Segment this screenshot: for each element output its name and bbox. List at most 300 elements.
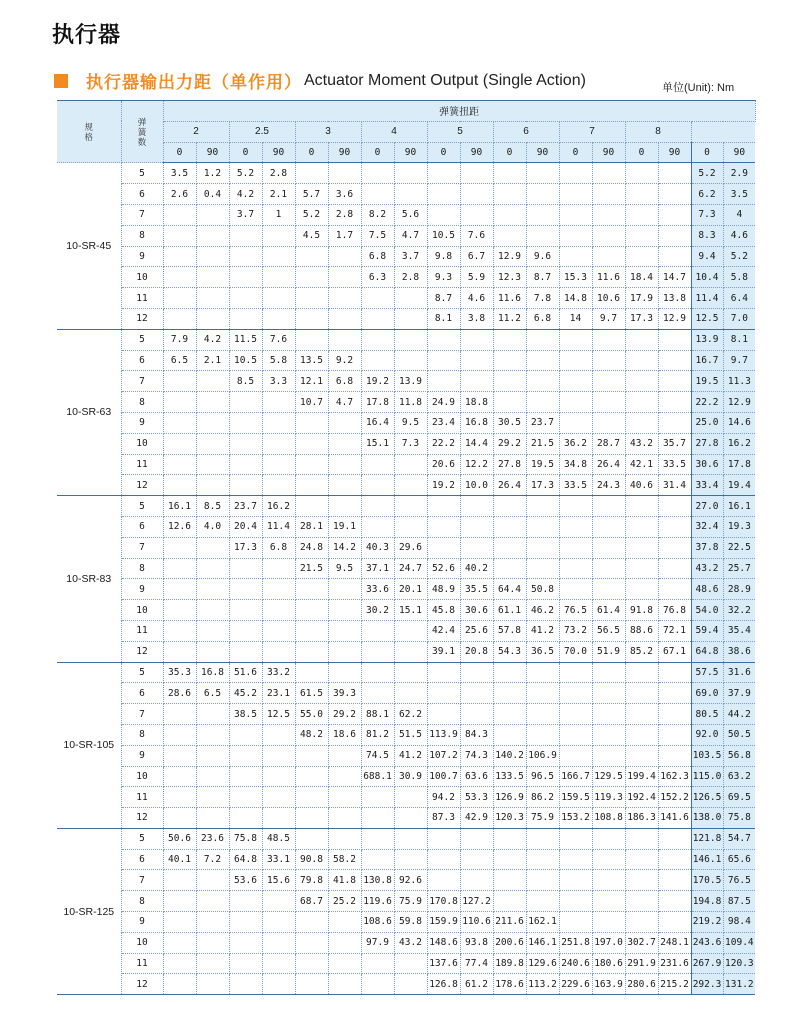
torque-cell [427,849,460,870]
spring-count-cell: 7 [121,537,163,558]
torque-cell: 248.1 [658,932,691,953]
angle-header-0: 0 [427,142,460,163]
table-row [57,412,755,433]
spring-torque-0-cell: 146.1 [691,849,723,870]
torque-cell: 24.3 [592,475,625,496]
torque-cell [229,246,262,267]
torque-cell [361,496,394,517]
torque-cell [295,454,328,475]
torque-cell: 29.2 [493,433,526,454]
torque-cell [262,641,295,662]
spring-torque-90-cell: 44.2 [723,704,755,725]
torque-cell [163,579,196,600]
angle-header-90: 90 [460,142,493,163]
torque-cell [196,392,229,413]
torque-cell [493,724,526,745]
torque-cell [163,745,196,766]
torque-cell [625,163,658,184]
torque-cell [262,745,295,766]
torque-cell [295,475,328,496]
torque-cell: 34.8 [559,454,592,475]
model-label: 10-SR-125 [57,828,121,994]
torque-cell: 6.5 [163,350,196,371]
pressure-header: 5 [427,121,493,142]
torque-cell [196,454,229,475]
torque-cell [493,849,526,870]
torque-cell [163,974,196,995]
table-row [57,163,755,184]
torque-cell: 97.9 [361,932,394,953]
torque-cell: 10.5 [427,225,460,246]
torque-cell: 4.7 [394,225,427,246]
spring-count-cell: 11 [121,620,163,641]
torque-cell: 25.6 [460,620,493,641]
section-header [54,68,586,93]
torque-cell [229,745,262,766]
table-row [57,891,755,912]
torque-cell [196,225,229,246]
torque-cell: 92.6 [394,870,427,891]
torque-cell: 88.1 [361,704,394,725]
torque-cell [295,246,328,267]
torque-cell [427,704,460,725]
torque-cell: 27.8 [493,454,526,475]
spring-torque-90-cell: 54.7 [723,828,755,849]
torque-cell [427,683,460,704]
torque-cell: 40.2 [460,558,493,579]
torque-cell [559,558,592,579]
torque-cell [229,267,262,288]
torque-cell [493,184,526,205]
torque-cell: 5.9 [460,267,493,288]
torque-cell: 3.6 [328,184,361,205]
spring-torque-90-cell: 25.7 [723,558,755,579]
torque-cell [394,953,427,974]
torque-cell: 16.8 [460,412,493,433]
torque-cell: 12.2 [460,454,493,475]
torque-cell: 23.4 [427,412,460,433]
torque-cell [394,662,427,683]
torque-cell [361,475,394,496]
torque-cell [526,350,559,371]
torque-cell [559,849,592,870]
torque-cell [295,329,328,350]
torque-cell [328,454,361,475]
angle-header-90: 90 [526,142,559,163]
torque-cell: 6.8 [262,537,295,558]
table-row [57,558,755,579]
torque-cell [625,516,658,537]
torque-cell [295,974,328,995]
spring-torque-0-cell: 48.6 [691,579,723,600]
model-label: 10-SR-45 [57,163,121,329]
torque-cell [295,163,328,184]
torque-cell [295,267,328,288]
spring-torque-0-cell: 8.3 [691,225,723,246]
torque-cell: 25.2 [328,891,361,912]
torque-cell [625,184,658,205]
torque-cell [592,537,625,558]
torque-cell: 113.2 [526,974,559,995]
torque-cell: 16.8 [196,662,229,683]
spring-count-cell: 7 [121,870,163,891]
spring-count-cell: 11 [121,787,163,808]
torque-cell: 7.5 [361,225,394,246]
torque-cell: 11.2 [493,308,526,329]
torque-cell: 22.2 [427,433,460,454]
torque-cell: 20.1 [394,579,427,600]
torque-cell: 12.5 [262,704,295,725]
torque-cell [526,184,559,205]
torque-cell: 110.6 [460,912,493,933]
spring-torque-0-cell: 12.5 [691,308,723,329]
torque-cell [295,932,328,953]
spring-count-cell: 10 [121,267,163,288]
torque-cell: 4.0 [196,516,229,537]
spring-torque-0-cell: 121.8 [691,828,723,849]
torque-cell: 74.5 [361,745,394,766]
torque-cell [592,662,625,683]
torque-cell [559,204,592,225]
torque-cell [427,184,460,205]
table-row [57,912,755,933]
torque-cell [625,329,658,350]
torque-cell [328,475,361,496]
torque-cell [328,766,361,787]
spring-torque-90-cell: 4.6 [723,225,755,246]
torque-cell [493,662,526,683]
torque-cell: 30.9 [394,766,427,787]
spring-torque-90-cell: 4 [723,204,755,225]
torque-cell [427,870,460,891]
torque-cell: 18.6 [328,724,361,745]
torque-cell [328,953,361,974]
torque-cell: 6.8 [328,371,361,392]
torque-cell [493,558,526,579]
torque-cell [196,787,229,808]
torque-cell: 6.7 [460,246,493,267]
spring-torque-90-cell: 98.4 [723,912,755,933]
moment-output-table [57,100,756,995]
torque-cell [559,516,592,537]
table-row [57,745,755,766]
torque-cell: 2.1 [262,184,295,205]
torque-cell [625,350,658,371]
table-row [57,371,755,392]
spring-count-cell: 12 [121,641,163,662]
torque-cell [658,329,691,350]
torque-cell [328,641,361,662]
torque-cell: 53.3 [460,787,493,808]
torque-cell [361,516,394,537]
torque-cell [658,496,691,517]
torque-cell [625,537,658,558]
torque-cell [328,246,361,267]
torque-cell [196,704,229,725]
torque-cell [592,184,625,205]
torque-cell [658,683,691,704]
torque-cell [361,163,394,184]
torque-cell: 231.6 [658,953,691,974]
torque-cell [262,724,295,745]
section-title-en: Actuator Moment Output (Single Action) [304,71,586,89]
torque-cell [229,579,262,600]
spring-torque-90-cell: 38.6 [723,641,755,662]
torque-cell: 35.7 [658,433,691,454]
torque-cell: 61.1 [493,600,526,621]
torque-cell [196,766,229,787]
torque-cell [229,787,262,808]
spring-torque-90-cell: 8.1 [723,329,755,350]
torque-cell: 17.9 [625,288,658,309]
torque-cell [559,662,592,683]
spring-torque-90-cell: 5.2 [723,246,755,267]
torque-cell: 79.8 [295,870,328,891]
torque-cell [526,537,559,558]
torque-cell [163,454,196,475]
torque-cell [361,808,394,829]
torque-cell [328,932,361,953]
torque-cell: 280.6 [625,974,658,995]
table-row [57,308,755,329]
model-label: 10-SR-105 [57,662,121,828]
spring-torque-90-cell: 2.9 [723,163,755,184]
torque-cell: 21.5 [295,558,328,579]
torque-cell: 9.5 [394,412,427,433]
torque-cell [196,600,229,621]
torque-cell: 42.9 [460,808,493,829]
torque-cell: 41.8 [328,870,361,891]
angle-header-0: 0 [229,142,262,163]
torque-cell [625,225,658,246]
torque-cell: 23.6 [196,828,229,849]
spring-count-cell: 8 [121,225,163,246]
torque-cell [163,870,196,891]
spring-torque-0-cell: 10.4 [691,267,723,288]
torque-cell [592,870,625,891]
spring-torque-90-cell: 76.5 [723,870,755,891]
torque-cell: 199.4 [625,766,658,787]
torque-cell [229,953,262,974]
spring-torque-90-cell: 69.5 [723,787,755,808]
torque-cell [163,620,196,641]
spring-count-cell: 10 [121,766,163,787]
spring-torque-90-cell: 17.8 [723,454,755,475]
torque-cell: 13.9 [394,371,427,392]
torque-cell: 62.2 [394,704,427,725]
torque-cell [163,475,196,496]
torque-cell [427,516,460,537]
torque-cell [592,683,625,704]
spring-count-cell: 12 [121,808,163,829]
torque-cell [262,808,295,829]
torque-cell [493,516,526,537]
torque-cell [559,371,592,392]
torque-cell [262,412,295,433]
torque-cell: 100.7 [427,766,460,787]
torque-cell: 24.8 [295,537,328,558]
torque-cell: 8.1 [427,308,460,329]
torque-cell [592,891,625,912]
spring-count-cell: 8 [121,392,163,413]
torque-cell [460,163,493,184]
torque-cell: 8.7 [526,267,559,288]
spring-torque-90-cell: 37.9 [723,683,755,704]
spring-torque-90-cell: 109.4 [723,932,755,953]
torque-cell: 40.1 [163,849,196,870]
torque-cell [163,891,196,912]
torque-cell [262,475,295,496]
torque-cell [262,974,295,995]
angle-header-0: 0 [691,142,723,163]
torque-cell: 28.6 [163,683,196,704]
table-row [57,828,755,849]
section-title-cn: 执行器输出力距（单作用） [86,73,302,93]
torque-cell: 45.8 [427,600,460,621]
torque-cell: 163.9 [592,974,625,995]
torque-cell [163,641,196,662]
torque-cell: 63.6 [460,766,493,787]
torque-cell [196,288,229,309]
torque-cell [196,204,229,225]
torque-cell [295,787,328,808]
torque-cell: 148.6 [427,932,460,953]
spring-torque-0-cell: 27.0 [691,496,723,517]
torque-cell [394,787,427,808]
torque-cell: 76.5 [559,600,592,621]
torque-cell: 29.6 [394,537,427,558]
torque-cell: 17.3 [526,475,559,496]
torque-cell [526,558,559,579]
torque-cell [559,891,592,912]
torque-cell [295,641,328,662]
torque-cell: 2.1 [196,350,229,371]
torque-cell: 15.6 [262,870,295,891]
torque-cell: 14 [559,308,592,329]
spring-count-cell: 11 [121,288,163,309]
torque-cell [394,475,427,496]
torque-cell: 43.2 [394,932,427,953]
angle-header-0: 0 [361,142,394,163]
torque-cell: 14.4 [460,433,493,454]
torque-cell: 2.8 [262,163,295,184]
torque-cell: 36.5 [526,641,559,662]
torque-cell [526,371,559,392]
torque-cell: 688.1 [361,766,394,787]
torque-cell [328,620,361,641]
torque-cell [625,246,658,267]
torque-cell [361,620,394,641]
spring-torque-90-cell: 28.9 [723,579,755,600]
torque-group-header: 弹簧扭距 [163,101,755,122]
spring-torque-90-cell: 63.2 [723,766,755,787]
torque-cell: 7.8 [526,288,559,309]
torque-cell: 14.7 [658,267,691,288]
spring-torque-0-cell: 6.2 [691,184,723,205]
spring-torque-0-cell: 126.5 [691,787,723,808]
torque-cell: 33.6 [361,579,394,600]
torque-cell [163,766,196,787]
torque-cell: 11.6 [592,267,625,288]
torque-cell [658,392,691,413]
torque-cell [625,371,658,392]
torque-cell: 61.2 [460,974,493,995]
torque-cell [427,350,460,371]
torque-cell [493,225,526,246]
torque-cell [328,329,361,350]
table-row [57,808,755,829]
torque-cell: 141.6 [658,808,691,829]
torque-cell [361,641,394,662]
spring-count-cell: 12 [121,475,163,496]
torque-cell [163,724,196,745]
torque-cell: 14.8 [559,288,592,309]
angle-header-0: 0 [163,142,196,163]
torque-cell [196,932,229,953]
torque-cell [460,329,493,350]
spring-torque-0-cell: 22.2 [691,392,723,413]
torque-cell: 133.5 [493,766,526,787]
table-row [57,516,755,537]
torque-cell: 30.2 [361,600,394,621]
torque-cell [229,288,262,309]
spring-torque-90-cell: 120.3 [723,953,755,974]
torque-cell: 8.2 [361,204,394,225]
torque-cell [394,828,427,849]
torque-cell: 48.5 [262,828,295,849]
spring-torque-0-cell: 138.0 [691,808,723,829]
spring-count-cell: 12 [121,308,163,329]
torque-cell: 6.8 [526,308,559,329]
torque-cell: 11.8 [394,392,427,413]
spring-torque-0-cell: 33.4 [691,475,723,496]
torque-cell: 10.7 [295,392,328,413]
torque-cell: 200.6 [493,932,526,953]
torque-cell [394,308,427,329]
spring-torque-90-cell: 12.9 [723,392,755,413]
torque-cell [592,704,625,725]
torque-cell: 30.6 [460,600,493,621]
torque-cell: 68.7 [295,891,328,912]
model-column-header: 规 格 [57,101,121,163]
torque-cell [658,163,691,184]
spring-torque-90-cell: 31.6 [723,662,755,683]
torque-cell [658,828,691,849]
torque-cell [196,579,229,600]
torque-cell [196,371,229,392]
torque-cell [163,932,196,953]
torque-cell [262,308,295,329]
orange-square-icon [54,74,68,88]
torque-cell [163,787,196,808]
torque-cell: 140.2 [493,745,526,766]
torque-cell [361,350,394,371]
torque-cell [196,558,229,579]
spring-torque-90-cell: 131.2 [723,974,755,995]
torque-cell: 33.2 [262,662,295,683]
table-row [57,849,755,870]
torque-cell [658,204,691,225]
torque-cell [328,412,361,433]
torque-cell [262,953,295,974]
torque-cell [625,912,658,933]
torque-cell [526,329,559,350]
torque-cell: 126.8 [427,974,460,995]
torque-cell [658,662,691,683]
torque-cell [196,537,229,558]
torque-cell [427,662,460,683]
torque-cell: 192.4 [625,787,658,808]
